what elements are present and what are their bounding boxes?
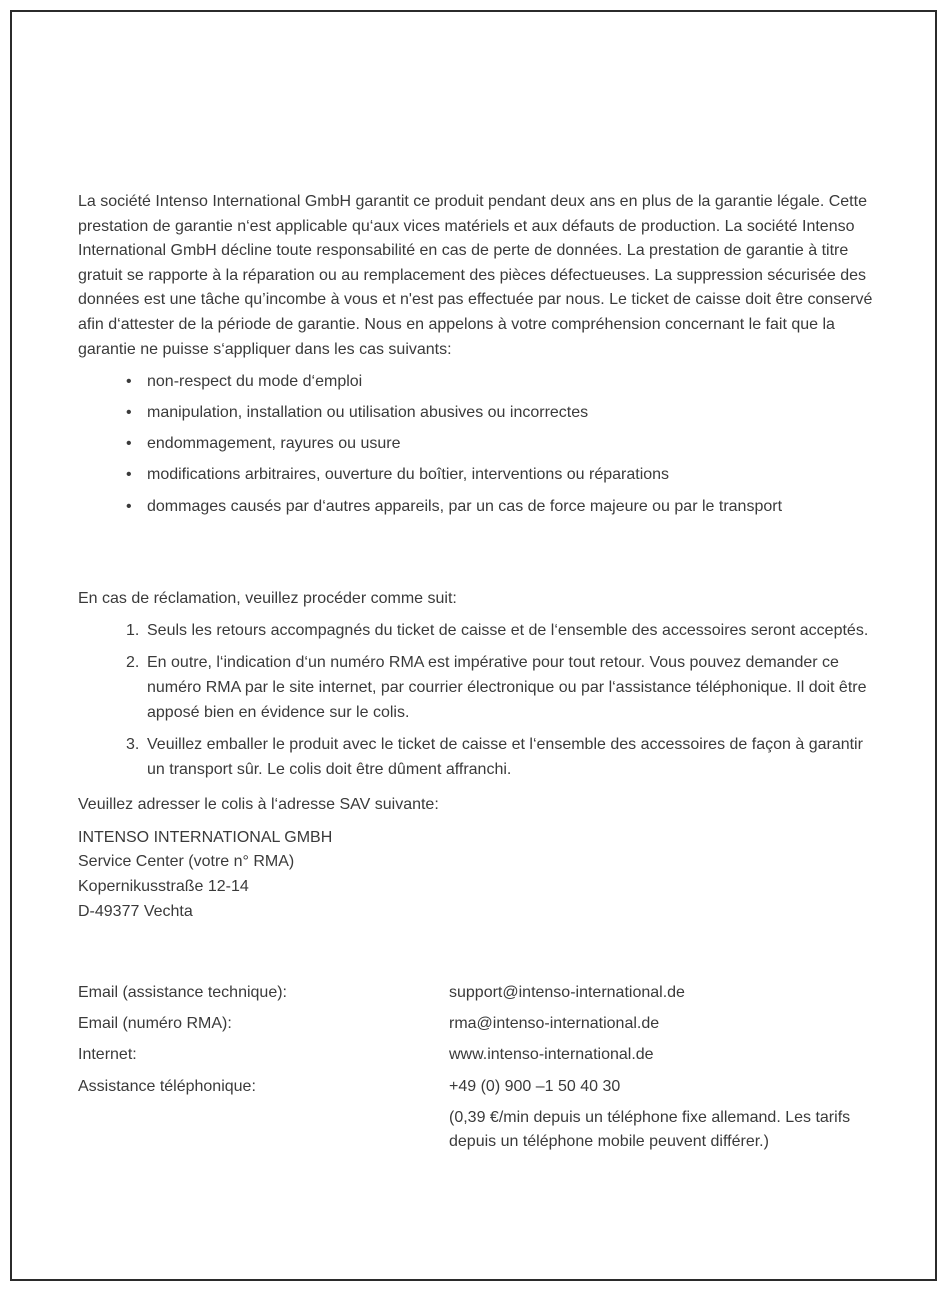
address-intro: Veuillez adresser le colis à l‘adresse SAV suivante: — [78, 796, 439, 814]
service-address — [78, 826, 883, 924]
contact-row-internet — [78, 1043, 883, 1068]
address-service-center: Service Center (votre n° RMA) — [78, 853, 295, 871]
step-text: Veuillez emballer le produit avec le ticket de caisse et l‘ensemble des accessoires de façon à garantir un transport sûr. Le colis doit être dûment affranchi. — [147, 736, 863, 778]
contact-label: Internet: — [78, 1046, 137, 1064]
exclusion-text: manipulation, installation ou utilisation abusives ou incorrectes — [147, 404, 589, 422]
exclusions-list — [126, 370, 883, 519]
claim-step — [126, 733, 883, 782]
contact-row-support-email — [78, 981, 883, 1006]
bullet-icon: • — [126, 435, 132, 453]
website-link[interactable]: www.intenso-international.de — [449, 1046, 654, 1064]
claim-step — [126, 619, 883, 644]
exclusion-item — [126, 370, 883, 395]
exclusion-text: modifications arbitraires, ouverture du boîtier, interventions ou réparations — [147, 466, 670, 484]
warranty-document — [78, 190, 883, 1155]
phone-number: +49 (0) 900 –1 50 40 30 — [449, 1077, 621, 1095]
warranty-intro-paragraph: La société Intenso International GmbH garantit ce produit pendant deux ans en plus de la garantie légale. Cette prestation de garantie n‘est applicable qu‘aux vices matériels et aux défauts de production. La société Intenso International GmbH décline toute responsabilité en cas de perte de données. La prestation de garantie à titre gratuit se rapporte à la réparation ou au remplacement des pièces défectueuses. La suppression sécurisée des données est une tâche qu’incombe à vous et n'est pas effectuée par nous. Le ticket de caisse doit être conservé afin d‘attester de la période de garantie. Nous en appelons à votre compréhension concernant le fait que la garantie ne puisse s‘appliquer dans les cas suivants: — [78, 193, 873, 358]
exclusion-item — [126, 432, 883, 457]
exclusion-item — [126, 463, 883, 488]
step-text: En outre, l‘indication d‘un numéro RMA est impérative pour tout retour. Vous pouvez demander ce numéro RMA par le site internet, par courrier électronique ou par l‘assistance téléphonique. Il doit être apposé bien en évidence sur le colis. — [147, 654, 867, 721]
bullet-icon: • — [126, 466, 132, 484]
exclusion-item — [126, 495, 883, 520]
claim-step — [126, 651, 883, 725]
address-city: D-49377 Vechta — [78, 902, 193, 920]
bullet-icon: • — [126, 373, 132, 391]
contact-row-rma-email — [78, 1012, 883, 1037]
support-email-link[interactable]: support@intenso-international.de — [449, 984, 685, 1002]
exclusion-text: endommagement, rayures ou usure — [147, 435, 401, 453]
phone-pricing-note: (0,39 €/min depuis un téléphone fixe allemand. Les tarifs depuis un téléphone mobile peuvent différer.) — [449, 1108, 851, 1151]
contact-label: Assistance téléphonique: — [78, 1077, 256, 1095]
exclusion-item — [126, 401, 883, 426]
contact-label: Email (assistance technique): — [78, 984, 287, 1002]
bullet-icon: • — [126, 404, 132, 422]
step-text: Seuls les retours accompagnés du ticket de caisse et de l‘ensemble des accessoires seront acceptés. — [147, 621, 869, 639]
contact-label: Email (numéro RMA): — [78, 1015, 232, 1033]
bullet-icon: • — [126, 497, 132, 515]
step-number: 1. — [126, 621, 140, 639]
step-number: 2. — [126, 654, 140, 672]
address-street: Kopernikusstraße 12-14 — [78, 878, 249, 896]
rma-email-link[interactable]: rma@intenso-international.de — [449, 1015, 660, 1033]
claim-steps-list — [126, 619, 883, 783]
exclusion-text: non-respect du mode d‘emploi — [147, 373, 363, 391]
contact-table — [78, 981, 883, 1155]
contact-row-phone — [78, 1075, 883, 1100]
step-number: 3. — [126, 736, 140, 754]
address-company: INTENSO INTERNATIONAL GMBH — [78, 828, 333, 846]
exclusion-text: dommages causés par d‘autres appareils, par un cas de force majeure ou par le transport — [147, 497, 783, 515]
claim-intro: En cas de réclamation, veuillez procéder comme suit: — [78, 590, 457, 608]
